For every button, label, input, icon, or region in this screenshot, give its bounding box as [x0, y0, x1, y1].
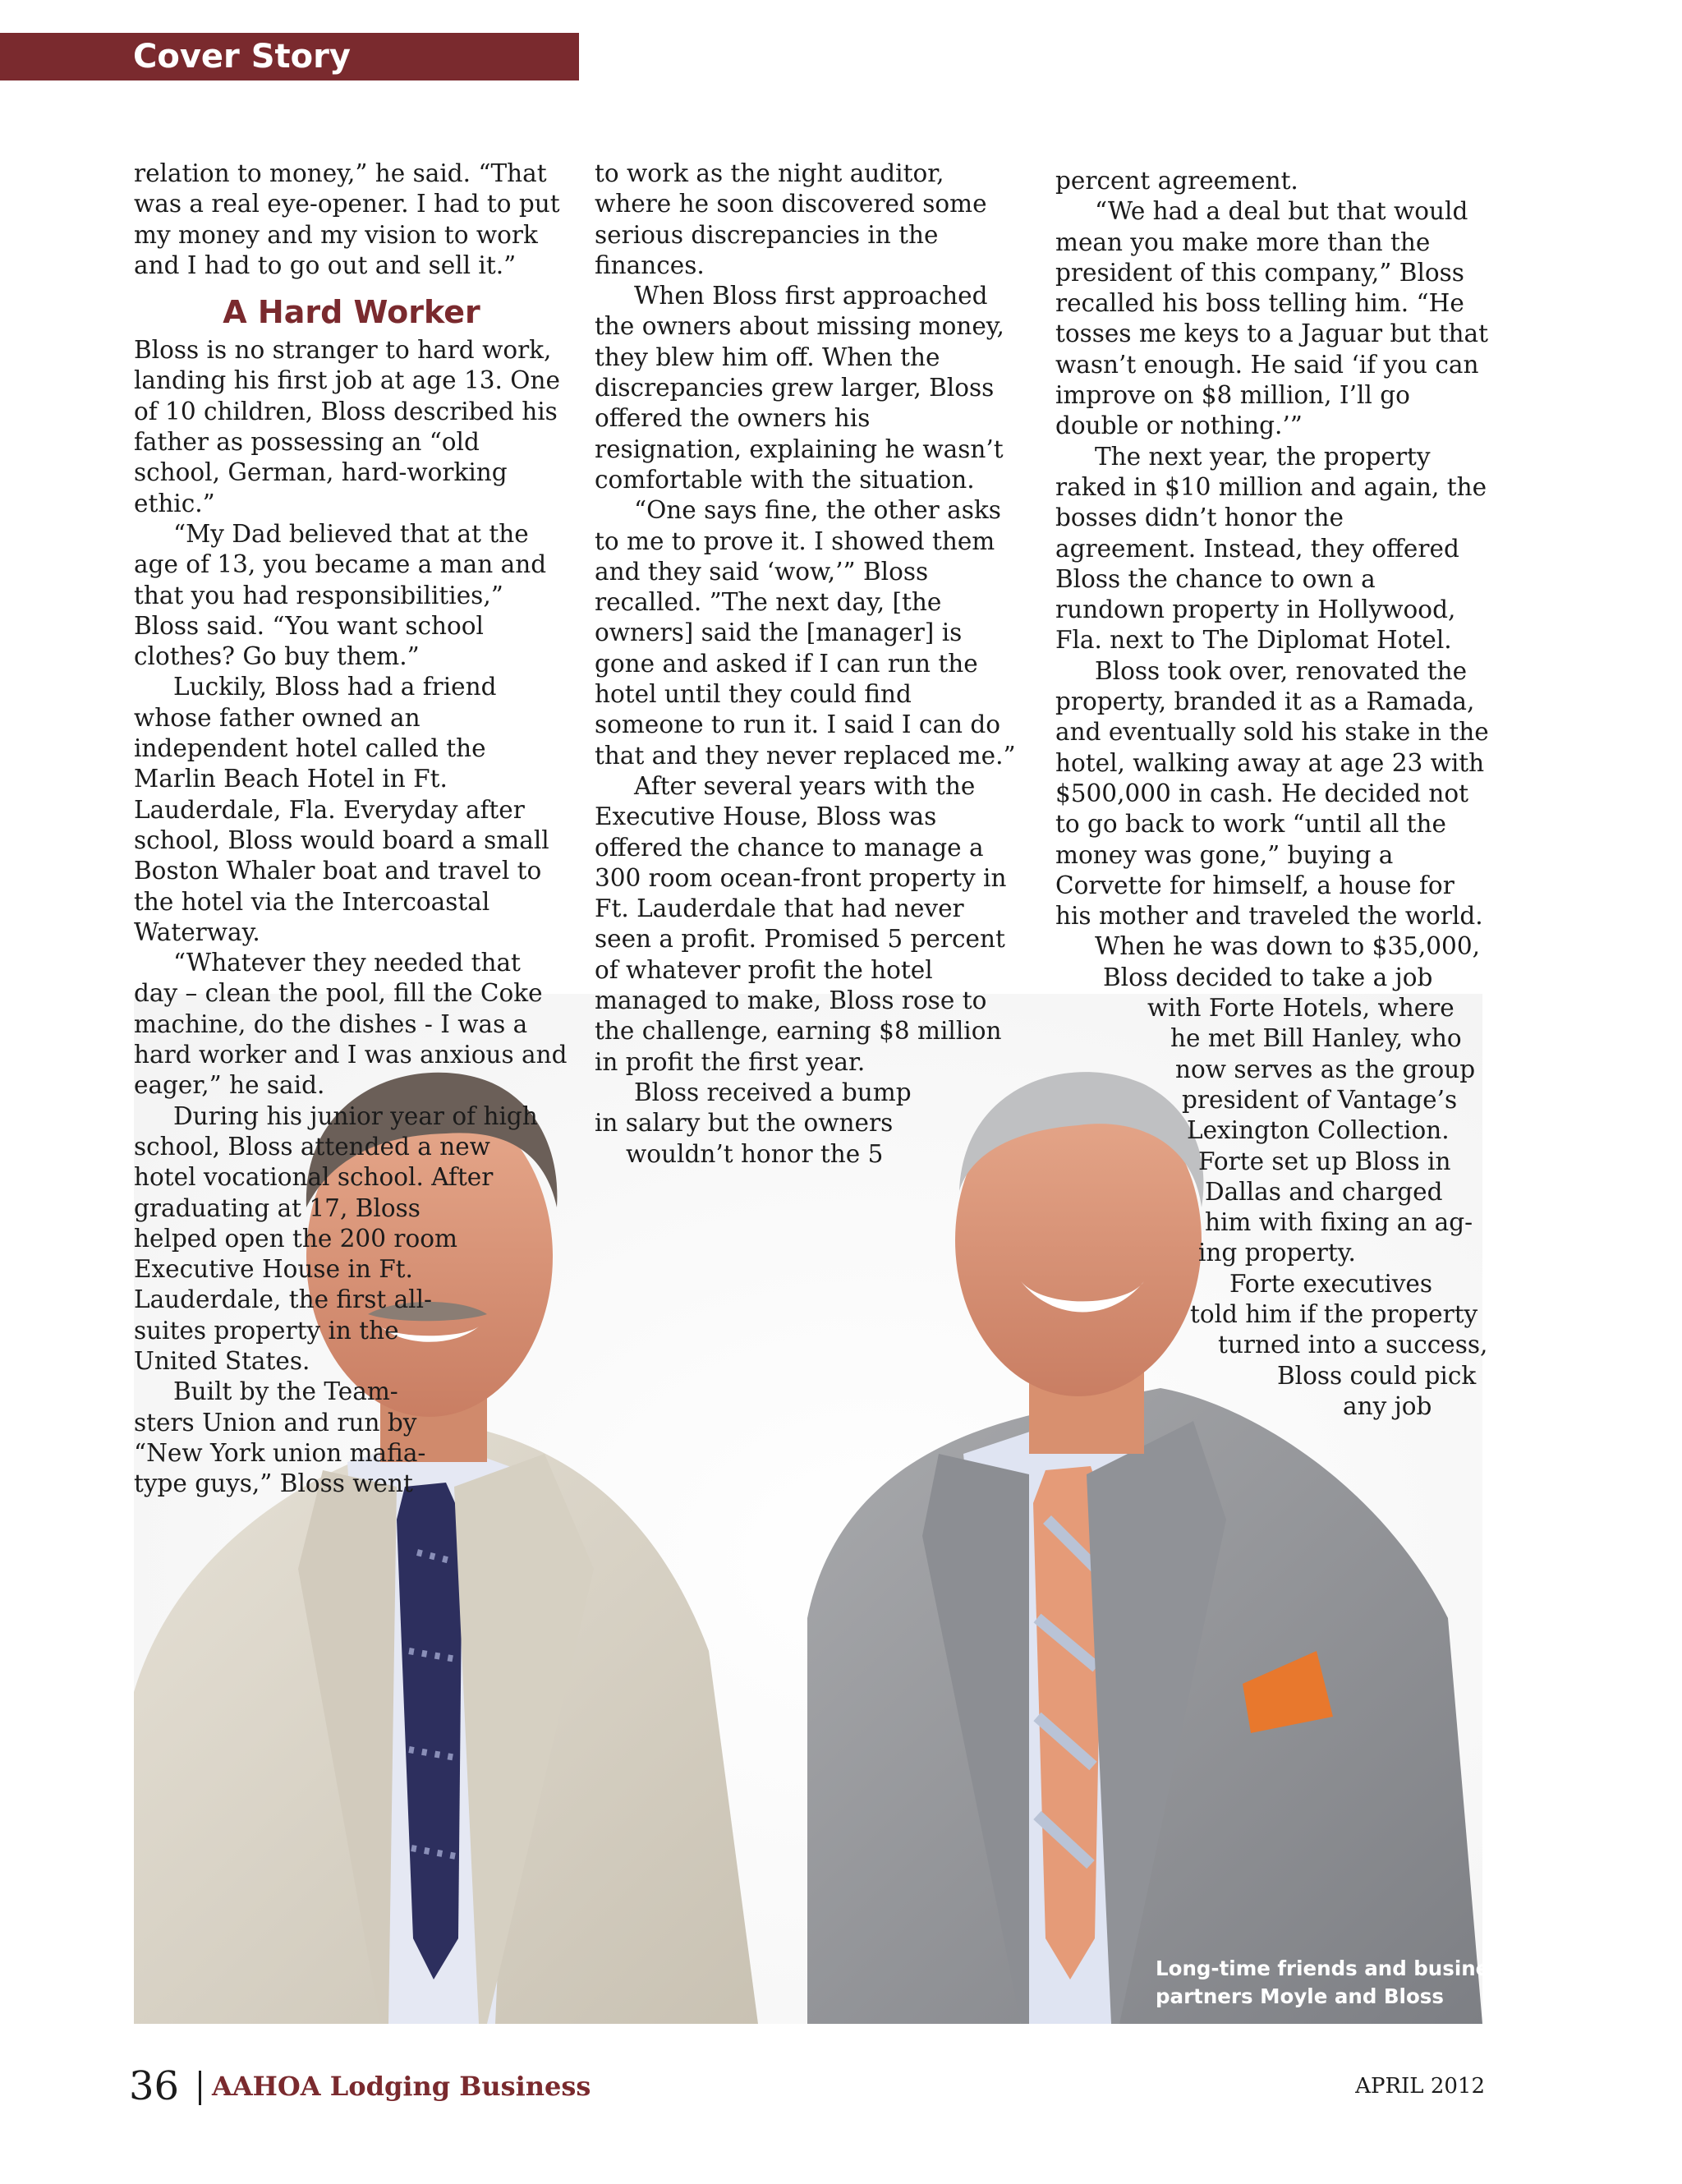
- text-line: and I had to go out and sell it.”: [134, 251, 517, 279]
- text-line: ing property.: [1198, 1239, 1356, 1267]
- article-column-1: [134, 159, 569, 1499]
- text-line: Bloss could pick: [1277, 1361, 1477, 1390]
- text-line: was a real eye-opener. I had to put: [134, 190, 560, 218]
- text-line: During his junior year of high: [173, 1101, 538, 1130]
- article-column-2: [595, 159, 1022, 1170]
- paragraph: “One says fine, the other asks to me to prove it. I showed them and they said ‘wow,’” Bloss recalled. ”The next day, [the owners] said the [manager] is gone and asked if I can run the hotel until they could find someone to run it. I said I can do that and they never replaced me.”: [595, 496, 1016, 770]
- text-line: he met Bill Hanley, who: [1170, 1024, 1462, 1053]
- text-line: Lexington Collection.: [1187, 1116, 1450, 1145]
- text-line: Executive House in Ft.: [134, 1255, 413, 1284]
- paragraph: “Whatever they needed that day – clean the pool, fill the Coke machine, do the dishes - I was a hard worker and I was anxious and eager,” he said.: [134, 949, 568, 1100]
- text-line: Bloss received a bump: [634, 1078, 912, 1106]
- paragraph: When Bloss first approached the owners about missing money, they blew him off. When the discrepancies grew larger, Bloss offered the owners his resignation, explaining he wasn’t comfortable with the situation.: [595, 282, 1004, 494]
- text-line: school, Bloss attended a new: [134, 1132, 490, 1161]
- text-line: “New York union mafia-: [134, 1438, 426, 1467]
- text-line: turned into a success,: [1218, 1331, 1488, 1359]
- page-number: 36: [129, 2063, 180, 2109]
- text-line: Built by the Team-: [173, 1377, 398, 1406]
- subheading: A Hard Worker: [223, 294, 480, 331]
- paragraph: After several years with the Executive House, Bloss was offered the chance to manage a 300 room ocean-front property in Ft. Lauderdale that had never seen a profit. Promised 5 percent of whatever profit the hotel managed to make, Bloss rose to the challenge, earning $8 million in profit the first year.: [595, 771, 1007, 1076]
- text-line: United States.: [134, 1346, 310, 1375]
- photo-caption: [1156, 1955, 1514, 2011]
- text-line: with Forte Hotels, where: [1147, 994, 1455, 1023]
- publication-name: AAHOA Lodging Business: [212, 2071, 591, 2102]
- text-line: him with fixing an ag-: [1205, 1208, 1473, 1237]
- text-line: in salary but the owners: [595, 1109, 894, 1138]
- text-line: Bloss decided to take a job: [1103, 963, 1433, 991]
- paragraph: “We had a deal but that would mean you make more than the president of this company,” Bloss recalled his boss telling him. “He tosses me keys to a Jaguar but that wasn’t enough. He said ‘if you can improve on $8 million, I’ll go double or nothing.’”: [1055, 197, 1488, 440]
- paragraph: to work as the night auditor, where he soon discovered some serious discrepancies in the finances.: [595, 159, 987, 279]
- caption-line: partners Moyle and Bloss: [1156, 1984, 1444, 2008]
- issue-date: APRIL 2012: [1355, 2074, 1485, 2099]
- text-line: wouldn’t honor the 5: [626, 1139, 884, 1168]
- section-label: Cover Story: [0, 33, 579, 80]
- text-line: now serves as the group: [1175, 1055, 1476, 1083]
- text-line: type guys,” Bloss went: [134, 1469, 413, 1498]
- text-line: hotel vocational school. After: [134, 1163, 494, 1192]
- text-line: Lauderdale, the first all-: [134, 1285, 433, 1314]
- text-line: suites property in the: [134, 1316, 399, 1345]
- text-line: helped open the 200 room: [134, 1224, 457, 1253]
- text-line: graduating at 17, Bloss: [134, 1193, 420, 1222]
- text-line: told him if the property: [1190, 1299, 1478, 1328]
- footer-divider: [199, 2071, 201, 2105]
- text-line: sters Union and run by: [134, 1408, 417, 1437]
- paragraph: The next year, the property raked in $10 million and again, the bosses didn’t honor the agreement. Instead, they offered Bloss the chance to own a rundown property in Hollywood, Fla. next to The Diplomat Hotel.: [1055, 442, 1487, 655]
- paragraph: Bloss took over, renovated the property, branded it as a Ramada, and eventually sold his stake in the hotel, walking away at age 23 with $500,000 in cash. He decided not to go back to work “until all the money was gone,” buying a Corvette for himself, a house for his mother and traveled the world.: [1055, 656, 1489, 931]
- paragraph: Luckily, Bloss had a friend whose father owned an independent hotel called the Marlin Beach Hotel in Ft. Lauderdale, Fla. Everyday after school, Bloss would board a small Boston Whaler boat and travel to the hotel via the Intercoastal Waterway.: [134, 673, 549, 946]
- text-line: my money and my vision to work: [134, 220, 538, 249]
- text-line: Forte set up Bloss in: [1198, 1147, 1451, 1175]
- text-line: When he was down to $35,000,: [1095, 932, 1480, 961]
- paragraph: “My Dad believed that at the age of 13, you became a man and that you had responsibilities,” Bloss said. “You want school clothes? Go buy them.”: [134, 519, 547, 671]
- text-line: president of Vantage’s: [1182, 1085, 1458, 1114]
- caption-line: Long-time friends and business: [1156, 1956, 1514, 1980]
- text-line: any job: [1343, 1391, 1432, 1420]
- paragraph: percent agreement.: [1055, 167, 1298, 195]
- paragraph: Bloss is no stranger to hard work, landing his first job at age 13. One of 10 children, Bloss described his father as possessing an “old school, German, hard-working ethic.”: [134, 336, 560, 517]
- article-column-3: [1055, 166, 1491, 1422]
- text-line: Dallas and charged: [1205, 1177, 1443, 1206]
- text-line: Forte executives: [1229, 1269, 1433, 1298]
- text-line: relation to money,” he said. “That: [134, 159, 547, 187]
